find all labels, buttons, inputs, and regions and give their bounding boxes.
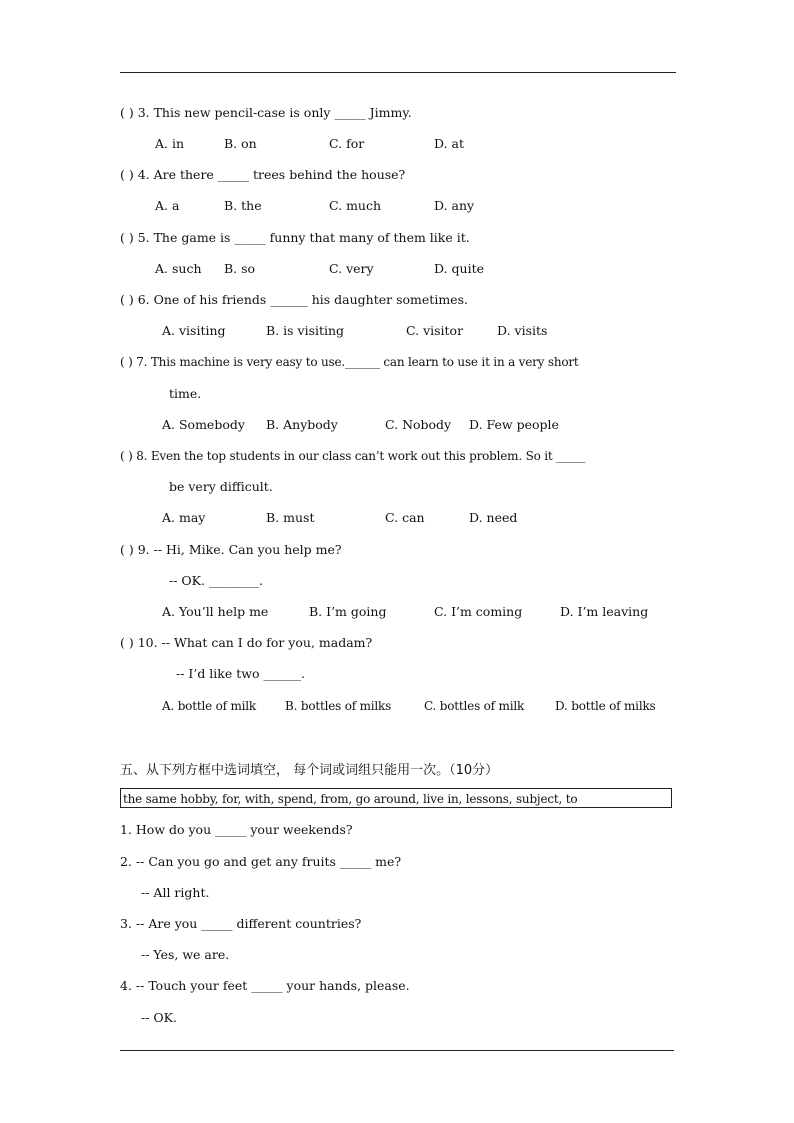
option-b: B. bottles of milks bbox=[285, 699, 392, 713]
option-c: C. visitor bbox=[406, 323, 464, 338]
option-d: D. need bbox=[469, 510, 518, 525]
option-d: D. Few people bbox=[469, 417, 559, 432]
question-8-continuation: be very difficult. bbox=[169, 479, 273, 494]
option-a: A. may bbox=[162, 510, 206, 525]
option-a: A. bottle of milk bbox=[162, 699, 257, 713]
question-4-stem: ( ) 4. Are there _____ trees behind the house? bbox=[120, 167, 406, 182]
question-9-continuation: -- OK. ________. bbox=[169, 573, 263, 588]
word-box bbox=[120, 788, 672, 808]
option-b: B. so bbox=[224, 261, 256, 276]
fill-line-3-reply: -- Yes, we are. bbox=[141, 947, 230, 962]
question-10-continuation: -- I’d like two ______. bbox=[176, 666, 305, 681]
fill-line-2-reply: -- All right. bbox=[141, 885, 210, 900]
option-d: D. at bbox=[434, 136, 464, 151]
option-b: B. I’m going bbox=[309, 604, 387, 619]
option-d: D. I’m leaving bbox=[560, 604, 649, 619]
question-9-stem: ( ) 9. -- Hi, Mike. Can you help me? bbox=[120, 542, 342, 557]
question-6-stem: ( ) 6. One of his friends ______ his daughter sometimes. bbox=[120, 292, 468, 307]
fill-line-3: 3. -- Are you _____ different countries? bbox=[120, 916, 362, 931]
option-a: A. visiting bbox=[162, 323, 226, 338]
option-c: C. Nobody bbox=[385, 417, 452, 432]
question-8-stem: ( ) 8. Even the top students in our class can’t work out this problem. So it _____ bbox=[120, 449, 586, 463]
option-c: C. bottles of milk bbox=[424, 699, 525, 713]
option-b: B. the bbox=[224, 198, 262, 213]
question-3-stem: ( ) 3. This new pencil-case is only _____ Jimmy. bbox=[120, 105, 412, 120]
option-b: B. on bbox=[224, 136, 257, 151]
option-a: A. such bbox=[155, 261, 202, 276]
fill-line-2: 2. -- Can you go and get any fruits _____ me? bbox=[120, 854, 402, 869]
fill-line-1: 1. How do you _____ your weekends? bbox=[120, 822, 353, 837]
option-c: C. can bbox=[385, 510, 425, 525]
question-5-stem: ( ) 5. The game is _____ funny that many of them like it. bbox=[120, 230, 470, 245]
option-b: B. Anybody bbox=[266, 417, 338, 432]
option-a: A. in bbox=[155, 136, 185, 151]
question-10-stem: ( ) 10. -- What can I do for you, madam? bbox=[120, 635, 373, 650]
option-c: C. very bbox=[329, 261, 374, 276]
fill-line-4: 4. -- Touch your feet _____ your hands, please. bbox=[120, 978, 410, 993]
question-7-continuation: time. bbox=[169, 386, 202, 401]
option-c: C. for bbox=[329, 136, 365, 151]
fill-line-4-reply: -- OK. bbox=[141, 1010, 177, 1025]
option-b: B. must bbox=[266, 510, 315, 525]
option-b: B. is visiting bbox=[266, 323, 345, 338]
option-d: D. any bbox=[434, 198, 475, 213]
option-c: C. much bbox=[329, 198, 382, 213]
header-rule bbox=[120, 72, 676, 73]
option-d: D. visits bbox=[497, 323, 548, 338]
question-7-stem: ( ) 7. This machine is very easy to use.______ can learn to use it in a very short bbox=[120, 355, 579, 369]
option-a: A. You’ll help me bbox=[162, 604, 269, 619]
option-a: A. Somebody bbox=[162, 417, 245, 432]
option-d: D. bottle of milks bbox=[555, 699, 656, 713]
word-box-text: the same hobby, for, with, spend, from, go around, live in, lessons, subject, to bbox=[123, 792, 578, 806]
option-c: C. I’m coming bbox=[434, 604, 523, 619]
option-a: A. a bbox=[155, 198, 180, 213]
option-d: D. quite bbox=[434, 261, 484, 276]
footer-rule bbox=[120, 1050, 674, 1051]
section-5-heading: 五、从下列方框中选词填空， 每个词或词组只能用一次。（10分） bbox=[120, 763, 499, 778]
